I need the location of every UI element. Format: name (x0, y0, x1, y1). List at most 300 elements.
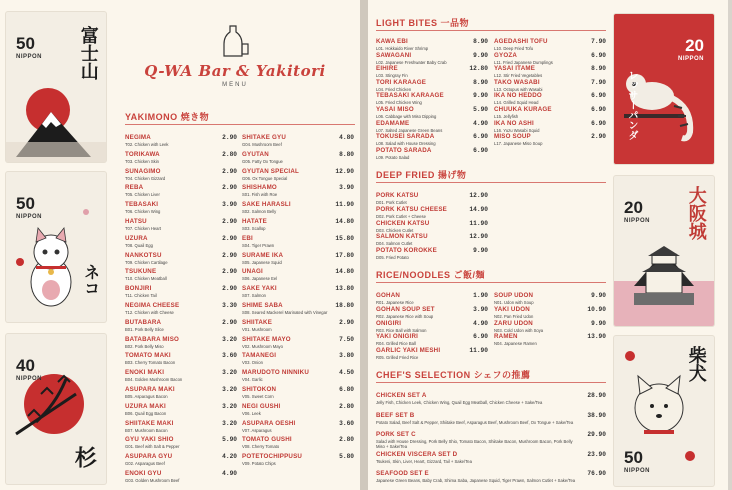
menu-item (376, 306, 488, 319)
item-description: D02. Pork Cutlet + Cheese (376, 213, 426, 219)
stamp-value: 50 (16, 34, 35, 53)
menu-item (376, 92, 488, 105)
item-price: 3.80 (339, 352, 354, 360)
item-name: SALMON KATSU (376, 233, 428, 241)
menu-item (125, 403, 237, 416)
item-price: 3.90 (339, 184, 354, 192)
menu-item (494, 92, 606, 105)
item-price: 3.20 (222, 386, 237, 393)
menu-item (125, 319, 237, 332)
item-name: EDAMAME (376, 119, 410, 127)
item-name: SEAFOOD SET E (376, 470, 429, 477)
item-description: L14. Grilled Squid Head (494, 100, 539, 106)
item-description: S07. Salmon (242, 293, 266, 299)
menu-item (376, 451, 606, 464)
item-name: NEGI GUSHI (242, 402, 281, 410)
item-price: 2.90 (222, 285, 237, 293)
item-description: G04. Mushroom Beef (242, 142, 282, 147)
shiba-stamp (614, 336, 714, 486)
item-description: L04. Fried Chicken (376, 86, 412, 92)
item-description: G02. Asparagus Beef (125, 461, 165, 467)
item-description: V08. Cherry Tomato (242, 444, 280, 450)
item-description: G06. Ox Tongue Special (242, 175, 288, 181)
item-description: D04. Salmon Cutlet (376, 241, 413, 247)
item-name: SHIITAKE MAKI (125, 419, 174, 427)
menu-item (376, 147, 488, 160)
item-price: 8.90 (473, 38, 488, 45)
item-description: B06. Quail Egg Bacon (125, 410, 167, 416)
item-price: 14.90 (469, 205, 488, 213)
item-name: PORK KATSU CHEESE (376, 205, 448, 213)
item-price: 9.90 (591, 319, 606, 327)
item-name: YAKI UDON (494, 305, 530, 313)
item-name: SHITAKE GYU (242, 134, 287, 141)
section-divider (125, 124, 355, 125)
item-name: CHUUKA KURAGE (494, 106, 552, 113)
item-description: L09. Potato Salad (376, 154, 410, 160)
item-price: 6.90 (591, 51, 606, 59)
item-description: V02. Mushroom Mayo (242, 343, 283, 349)
menu-item (125, 470, 237, 483)
item-name: GYUTAN SPECIAL (242, 167, 300, 175)
menu-left-page (0, 0, 360, 490)
stamp-country: NIPPON (624, 218, 651, 224)
item-name: UNAGI (242, 268, 263, 276)
item-name: ZARU UDON (494, 319, 533, 327)
item-price: 28.90 (587, 392, 606, 399)
item-description: S05. Japanese Squid (242, 259, 282, 265)
item-price: 6.90 (591, 119, 606, 127)
item-description: L17. Japanese Miso Soup (494, 141, 543, 147)
item-price: 6.90 (591, 92, 606, 100)
item-price: 8.80 (339, 150, 354, 158)
item-price: 2.90 (222, 218, 237, 225)
item-price: 38.90 (587, 411, 606, 419)
item-description: T09. Chicken Cartilage (125, 259, 168, 265)
item-name: UZURA (125, 234, 148, 242)
item-name: NEGIMA CHEESE (125, 302, 180, 309)
menu-item (125, 436, 237, 449)
menu-item (125, 336, 237, 349)
item-description: T11. Chicken Tail (125, 293, 157, 299)
item-description: Jelly Fish, Chicken Leek, Chicken Wing, Quail Egg Meatball, Chicken Cheese + Sake/Tea (376, 400, 543, 405)
item-price: 2.90 (222, 234, 237, 242)
item-price: 2.90 (222, 134, 237, 141)
item-description: S08. Seared Mackerel Marinated with Vinegar (242, 310, 328, 315)
item-name: TORIKAWA (125, 150, 160, 158)
menu-item (494, 52, 606, 65)
stamp-kanji: 大阪城 (685, 186, 707, 240)
item-description: L05. Fried Chicken Wing (376, 100, 422, 106)
menu-item (376, 431, 606, 449)
item-description: L13. Octopus with Wasabi (494, 86, 543, 92)
item-name: GARLIC YAKI MESHI (376, 347, 441, 355)
menu-item (494, 65, 606, 78)
item-name: SAWAGANI (376, 51, 412, 59)
stamp-country: NIPPON (677, 56, 704, 62)
item-price: 7.90 (591, 38, 606, 45)
restaurant-name: Q-WA Bar & Yakitori (144, 62, 326, 80)
pine-stamp (6, 334, 106, 484)
menu-item (242, 453, 354, 466)
stamp-value: 20 (624, 198, 643, 217)
item-price: 3.20 (222, 369, 237, 377)
item-description: Tsukeni, Skin, Liver, Heart, Gizzard, Tail + Sake/Tea (376, 458, 472, 464)
menu-item (125, 151, 237, 164)
menu-item (125, 268, 237, 281)
item-name: POTATO KOROKKE (376, 247, 437, 255)
item-name: GYOZA (494, 51, 518, 59)
item-name: UZURA MAKI (125, 402, 166, 410)
item-description: R03. Rice Ball with Salmon (376, 327, 427, 333)
item-description: B07. Mushroom Bacon (125, 427, 168, 433)
menu-item (242, 386, 354, 399)
menu-item (125, 386, 237, 399)
item-description: L06. Cabbage with Miso Dipping (376, 114, 437, 119)
item-price: 2.80 (222, 150, 237, 158)
item-description: N02. Pan Fried Udon (494, 313, 534, 319)
menu-item (494, 106, 606, 119)
item-name: EIHIRE (376, 65, 398, 73)
menu-item (125, 252, 237, 265)
item-name: MISO SOUP (494, 133, 531, 141)
page-gutter (360, 0, 368, 490)
item-description: G03. Golden Mushroom Beef (125, 478, 180, 483)
item-price: 2.90 (222, 268, 237, 276)
item-description: V03. Onion (242, 360, 263, 366)
item-name: YASAI ITAME (494, 65, 536, 73)
item-name: PORK SET C (376, 431, 416, 438)
item-price: 8.90 (473, 78, 488, 86)
item-name: NEGIMA (125, 134, 151, 141)
menu-item (376, 38, 488, 51)
item-name: CHICKEN SET A (376, 392, 427, 399)
item-name: IKA NO HEDDO (494, 92, 542, 100)
item-price: 2.90 (222, 184, 237, 192)
item-description: T02. Chicken with Leek (125, 142, 169, 147)
menu-item (376, 220, 488, 233)
item-description: B02. Pork Belly Miso (125, 343, 164, 349)
menu-item (376, 392, 606, 405)
item-description: D05. Fried Potato (376, 255, 409, 261)
menu-item (376, 65, 488, 78)
item-price: 3.60 (222, 352, 237, 360)
sake-bottle-icon (220, 24, 250, 58)
item-price: 12.90 (335, 167, 354, 175)
menu-item (242, 369, 354, 382)
item-price: 2.90 (222, 167, 237, 175)
item-price: 14.80 (335, 218, 354, 225)
menu-item (125, 218, 237, 231)
menu-item (242, 352, 354, 365)
item-name: SUNAGIMO (125, 167, 161, 175)
item-price: 12.90 (469, 233, 488, 241)
menu-item (125, 285, 237, 298)
item-price: 29.90 (587, 431, 606, 438)
section-divider (376, 382, 606, 383)
item-price: 2.80 (339, 436, 354, 444)
menu-item (242, 235, 354, 248)
menu-item (494, 38, 606, 51)
menu-item (242, 436, 354, 449)
stamp-value: 20 (685, 36, 704, 55)
item-description: B03. Cherry Tomato Bacon (125, 360, 176, 366)
brand-header (135, 62, 335, 88)
item-price: 5.80 (339, 453, 354, 461)
item-description: S02. Salmon Belly (242, 209, 277, 215)
item-name: TAMANEGI (242, 352, 277, 360)
section-divider (376, 30, 606, 31)
item-price: 3.90 (473, 305, 488, 313)
item-price: 3.30 (222, 302, 237, 309)
item-description: L03. Stingray Fin (376, 73, 408, 79)
item-name: TAKO WASABI (494, 78, 540, 86)
item-price: 3.20 (222, 335, 237, 343)
item-price: 4.90 (222, 470, 237, 477)
item-name: GYU YAKI SHIO (125, 436, 174, 444)
item-price: 4.20 (222, 453, 237, 461)
section-title-deep-fried: DEEP FRIED 揚げ物 (376, 170, 467, 180)
item-description: N03. Cold Udon with Soya (494, 327, 544, 333)
item-description: V09. Potato Chips (242, 461, 276, 467)
item-price: 15.80 (335, 234, 354, 242)
item-name: TOMATO MAKI (125, 352, 171, 360)
item-price: 7.50 (339, 335, 354, 343)
menu-item (494, 79, 606, 92)
item-price: 8.90 (591, 65, 606, 73)
section-title-chef-selection: CHEF'S SELECTION シェフの推薦 (376, 370, 531, 380)
menu-item (376, 333, 488, 346)
item-name: RAMEN (494, 333, 518, 341)
item-name: REBA (125, 184, 144, 192)
item-description: L11. Fried Japanese Dumplings (494, 59, 553, 65)
item-name: GYUTAN (242, 150, 269, 158)
item-name: ASUPARA GYU (125, 453, 173, 461)
item-description: L15. Jellyfish (494, 114, 519, 119)
stamp-country: NIPPON (16, 376, 43, 382)
item-price: 18.80 (335, 302, 354, 309)
item-price: 6.90 (473, 146, 488, 154)
menu-item (125, 453, 237, 466)
stamp-kanji: 富士山 (77, 26, 99, 80)
item-name: SHITOKON (242, 386, 277, 393)
menu-item (125, 302, 237, 315)
item-description: T10. Chicken Meatball (125, 276, 167, 282)
item-price: 23.90 (587, 450, 606, 458)
item-name: PORK KATSU (376, 192, 419, 199)
item-price: 6.90 (473, 333, 488, 341)
item-price: 13.90 (587, 333, 606, 341)
item-price: 11.90 (335, 201, 354, 209)
item-name: SHIME SABA (242, 302, 283, 309)
item-name: GOHAN (376, 292, 401, 299)
menu-item (376, 206, 488, 219)
fuji-stamp (6, 12, 106, 162)
menu-item (376, 120, 488, 133)
menu-item (376, 133, 488, 146)
item-price: 9.90 (591, 292, 606, 299)
red-panda-stamp (614, 14, 714, 164)
stamp-country: NIPPON (624, 468, 651, 474)
menu-item (376, 79, 488, 92)
menu-item (125, 134, 237, 147)
menu-item (242, 151, 354, 164)
item-name: EBI (242, 234, 253, 242)
menu-item (242, 302, 354, 315)
item-name: BONJIRI (125, 285, 152, 293)
menu-item (494, 120, 606, 133)
menu-item (125, 235, 237, 248)
osaka-castle-stamp (614, 176, 714, 326)
stamp-country: NIPPON (16, 214, 43, 220)
item-price: 2.90 (222, 318, 237, 326)
menu-item (376, 52, 488, 65)
item-description: L02. Japanese Freshwater Baby Crab (376, 59, 447, 65)
item-description: T06. Chicken Wing (125, 209, 161, 215)
menu-item (376, 347, 488, 360)
item-description: L16. Yuzu Wasabi Squid (494, 127, 540, 133)
stamp-kanji: ネコ (81, 264, 101, 296)
menu-item (494, 333, 606, 346)
item-name: ASUPARA OESHI (242, 419, 296, 427)
item-price: 76.90 (587, 470, 606, 477)
stamp-value: 40 (16, 356, 35, 375)
item-price: 14.80 (335, 268, 354, 276)
item-price: 10.90 (587, 305, 606, 313)
item-description: S04. Tiger Prawn (242, 242, 275, 248)
item-description: T07. Chicken Heart (125, 226, 162, 231)
menu-subtitle: MENU (222, 82, 248, 88)
item-price: 3.60 (339, 419, 354, 427)
menu-item (125, 201, 237, 214)
item-description: Salad with House Dressing, Pork Belly Shio, Tomato Bacon, Shiitake Bacon, Mushroom Bacon, Pork Belly Miso + Sake/Tea (376, 439, 573, 450)
menu-item (242, 201, 354, 214)
item-price: 11.90 (469, 219, 488, 227)
item-name: BATABARA MISO (125, 335, 180, 343)
item-description: D03. Chicken Cutlet (376, 227, 414, 233)
menu-item (242, 218, 354, 231)
section-title-rice-noodles: RICE/NOODLES ご飯/麺 (376, 270, 486, 280)
item-description: G05. Fatty Ox Tongue (242, 158, 283, 164)
item-name: BEEF SET B (376, 411, 415, 419)
item-name: SAKE HARASLI (242, 201, 291, 209)
item-price: 2.90 (591, 133, 606, 141)
menu-item (494, 292, 606, 305)
item-price: 2.90 (339, 318, 354, 326)
item-description: V01. Mushroom (242, 326, 272, 332)
item-name: NANKOTSU (125, 251, 162, 259)
item-name: SHIITAKE (242, 318, 273, 326)
item-price: 1.90 (473, 292, 488, 299)
menu-item (376, 470, 606, 483)
item-name: GOHAN SOUP SET (376, 305, 435, 313)
item-description: N01. Udon with Soup (494, 300, 534, 305)
stamp-value: 50 (624, 448, 643, 467)
menu-item (242, 403, 354, 416)
item-name: BUTABARA (125, 318, 162, 326)
item-description: N04. Japanese Ramen (494, 341, 537, 347)
item-name: TORI KARAAGE (376, 78, 427, 86)
item-description: R01. Japanese Rice (376, 300, 414, 305)
item-price: 9.90 (473, 92, 488, 100)
item-description: T08. Quail Egg (125, 242, 153, 248)
item-name: ENOKI MAKI (125, 369, 165, 377)
menu-item (376, 412, 606, 425)
menu-item (376, 247, 488, 260)
menu-item (242, 420, 354, 433)
item-price: 2.90 (222, 251, 237, 259)
item-price: 3.20 (222, 419, 237, 427)
item-price: 11.90 (469, 347, 488, 355)
item-price: 13.80 (335, 285, 354, 293)
menu-item (494, 306, 606, 319)
item-name: YAKI ONIGIRI (376, 333, 419, 341)
section-divider (376, 282, 606, 283)
menu-item (125, 184, 237, 197)
item-price: 4.90 (473, 119, 488, 127)
menu-item (125, 352, 237, 365)
menu-item (242, 319, 354, 332)
item-price: 6.90 (473, 133, 488, 141)
section-title-yakimono: YAKIMONO 焼き物 (125, 112, 210, 122)
item-description: V06. Leek (242, 410, 261, 416)
item-description: B05. Asparagus Bacon (125, 394, 168, 399)
section-divider (376, 182, 606, 183)
item-name: SHITAKE MAYO (242, 335, 291, 343)
menu-item (242, 184, 354, 197)
menu-item (376, 192, 488, 205)
menu-item (494, 320, 606, 333)
item-name: TOMATO GUSHI (242, 436, 292, 444)
item-price: 9.90 (473, 51, 488, 59)
item-price: 7.90 (591, 78, 606, 86)
item-description: L01. Hokkaido River Shrimp (376, 46, 429, 51)
menu-item (125, 369, 237, 382)
item-name: IKA NO ASHI (494, 119, 534, 127)
item-description: V04. Garlic (242, 377, 263, 383)
item-price: 4.50 (339, 369, 354, 377)
item-description: D01. Pork Cutlet (376, 200, 407, 205)
item-price: 6.80 (339, 386, 354, 393)
stamp-country: NIPPON (16, 54, 43, 60)
stamp-kanji: レッサーパンダ (626, 70, 637, 140)
item-name: ONIGIRI (376, 319, 402, 327)
item-description: T05. Chicken Liver (125, 192, 160, 198)
item-name: TOKUSEI SARADA (376, 133, 435, 141)
item-price: 5.90 (222, 436, 237, 444)
menu-item (376, 320, 488, 333)
item-description: R05. Grilled Fried Rice (376, 355, 419, 361)
menu-item (376, 106, 488, 119)
item-price: 2.80 (339, 402, 354, 410)
stamp-kanji: 杉 (71, 446, 98, 468)
item-price: 5.90 (473, 106, 488, 113)
item-description: Potato Salad, Beef Salt & Pepper, Shiitake Beef, Asparagus Beef, Mushroom Beef, Ox Tongue + Sake/Tea (376, 419, 574, 425)
item-name: CHICKEN KATSU (376, 219, 430, 227)
menu-item (242, 252, 354, 265)
item-name: TSUKUNE (125, 268, 157, 276)
item-description: L07. Salted Japanese Green Beans (376, 127, 443, 133)
item-name: POTETOCHIPPUSU (242, 453, 303, 461)
item-name: POTATO SARADA (376, 146, 432, 154)
item-description: L12. Stir Fried Vegetables (494, 73, 543, 79)
item-price: 3.90 (222, 201, 237, 209)
item-name: YASAI MISO (376, 106, 414, 113)
item-description: V07. Asparagus (242, 427, 272, 433)
item-description: V05. Sweet Corn (242, 394, 274, 399)
item-price: 4.80 (339, 134, 354, 141)
item-description: T04. Chicken Gizzard (125, 175, 166, 181)
